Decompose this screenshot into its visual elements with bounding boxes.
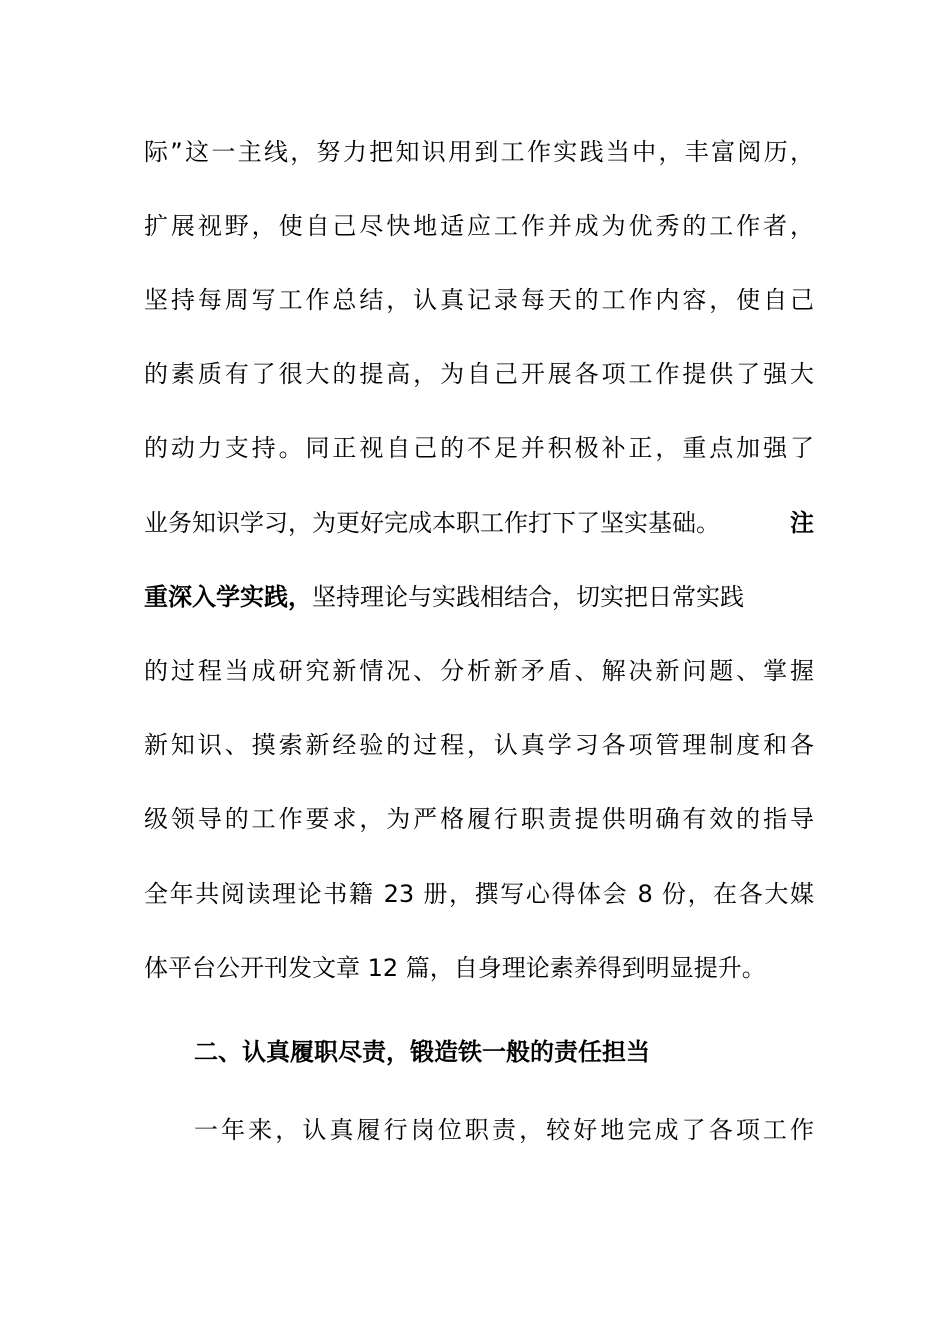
paragraph-line-7 <box>144 581 814 613</box>
paragraph-line-7-text: 坚持理论与实践相结合，切实把日常实践 <box>312 583 744 611</box>
section-heading: 二、认真履职尽责，锻造铁一般的责任担当 <box>194 1038 650 1066</box>
section-paragraph-start: 一年来，认真履行岗位职责，较好地完成了各项工作 <box>194 1116 814 1144</box>
paragraph-line-5: 的动力支持。同正视自己的不足并积极补正，重点加强了 <box>144 434 814 462</box>
paragraph-line-12: 体平台公开刊发文章 12 篇，自身理论素养得到明显提升。 <box>144 954 766 982</box>
paragraph-line-3: 坚持每周写工作总结，认真记录每天的工作内容，使自己 <box>144 286 814 314</box>
paragraph-line-8: 的过程当成研究新情况、分析新矛盾、解决新问题、掌握 <box>144 657 814 685</box>
paragraph-line-9: 新知识、摸索新经验的过程，认真学习各项管理制度和各 <box>144 731 814 759</box>
paragraph-line-10: 级领导的工作要求，为严格履行职责提供明确有效的指导 <box>144 805 814 833</box>
paragraph-line-2: 扩展视野，使自己尽快地适应工作并成为优秀的工作者， <box>144 212 814 240</box>
paragraph-line-6 <box>144 507 814 539</box>
bold-lead-end: 重深入学实践， <box>144 583 312 611</box>
paragraph-line-6-text: 业务知识学习，为更好完成本职工作打下了坚实基础。 <box>144 509 720 537</box>
paragraph-line-4: 的素质有了很大的提高，为自己开展各项工作提供了强大 <box>144 360 814 388</box>
paragraph-line-1: 际”这一主线，努力把知识用到工作实践当中，丰富阅历， <box>144 138 814 166</box>
paragraph-line-11: 全年共阅读理论书籍 23 册，撰写心得体会 8 份，在各大媒 <box>144 880 814 908</box>
bold-lead-start: 注 <box>790 509 814 537</box>
